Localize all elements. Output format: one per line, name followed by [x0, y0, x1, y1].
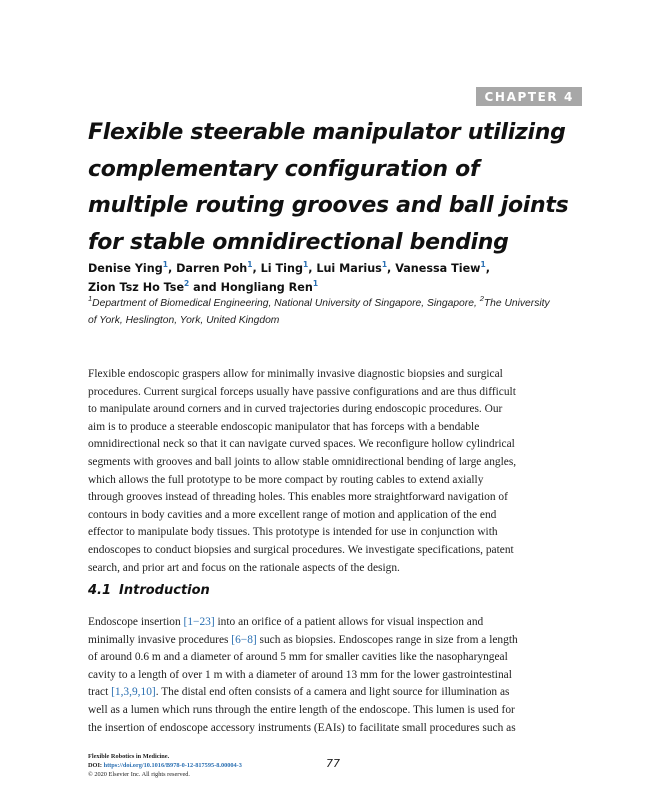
abstract-line: effector to manipulate body tissues. This prototype is intended for use in conjunction with [88, 526, 498, 539]
body-line [88, 632, 588, 650]
author-name: Hongliang Ren [220, 281, 313, 294]
body-text: into an orifice of a patient allows for visual inspection and [214, 616, 484, 628]
body-line [88, 684, 588, 702]
affiliation-marker[interactable]: 1 [312, 279, 319, 288]
affiliation-marker[interactable]: 1 [302, 260, 309, 269]
citation-link[interactable]: [6−8] [231, 633, 257, 646]
intro-body [88, 614, 588, 737]
author-separator: , [167, 262, 177, 275]
affiliation-marker[interactable]: 1 [381, 260, 388, 269]
affiliations [88, 296, 588, 329]
affiliation-marker[interactable]: 1 [162, 260, 168, 269]
abstract-line: Flexible endoscopic graspers allow for minimally invasive diagnostic biopsies and surgical [88, 368, 503, 380]
author-separator: , [387, 262, 396, 275]
author-name: Li Ting [260, 262, 303, 275]
copyright: © 2020 Elsevier Inc. All rights reserved. [88, 771, 191, 778]
abstract-line: which allows the full prototype to be more compact by routing cables to extend axially [88, 473, 484, 486]
title-line: Flexible steerable manipulator utilizing [88, 120, 566, 145]
abstract-line: to manipulate around corners and in curved trajectories during endoscopic procedures. Our [88, 403, 503, 416]
section-number: 4.1 [88, 583, 112, 598]
footer-info [88, 752, 348, 779]
body-line: well as a lumen which runs through the entire length of the endoscope. This lumen is used for [88, 703, 515, 716]
abstract-line: aim is to produce a steerable endoscopic manipulator that has forceps with a bendable [88, 420, 480, 433]
title-line: for stable omnidirectional bending [88, 229, 509, 255]
abstract-line: omnidirectional neck so that it can navigate curved spaces. We reconfigure hollow cylindrical [88, 438, 515, 451]
author-list [88, 259, 588, 297]
abstract-line: procedures. Current surgical forceps usually have passive configurations and are thus difficult [88, 385, 516, 398]
affiliation-text: Department of Biomedical Engineering, National University of Singapore, Singapore, [92, 298, 477, 309]
author-name: Denise Ying [88, 262, 163, 275]
affiliation-marker[interactable]: 1 [480, 260, 486, 269]
title-line: complementary configuration of [88, 156, 480, 182]
chapter-label: CHAPTER 4 [476, 87, 582, 106]
author-name: Lui Marius [316, 262, 382, 275]
section-heading [88, 583, 210, 598]
author-separator: , [252, 262, 261, 275]
citation-link[interactable]: [1,3,9,10] [111, 686, 156, 699]
doi-label: DOI: [88, 762, 104, 769]
author-separator: , [308, 262, 317, 275]
affiliation-marker[interactable]: 1 [247, 260, 253, 269]
abstract-line: segments with grooves and ball joints to allow stable omnidirectional bending of large angles, [88, 455, 517, 468]
author-name: Zion Tsz Ho Tse [88, 281, 185, 294]
abstract-line: search, and prior art and focus on the rationale aspects of the design. [88, 561, 400, 574]
author-separator: and [189, 281, 221, 294]
author-line [88, 278, 588, 297]
body-line: of around 0.6 m and a diameter of around 5 mm for smaller cavities like the nasopharyngeal [88, 651, 508, 664]
book-title: Flexible Robotics in Medicine. [88, 753, 170, 760]
abstract [88, 366, 588, 577]
abstract-line: through grooves instead of threading holes. This enables more straightforward navigation of [88, 491, 508, 504]
affiliation-text: The University [483, 298, 550, 309]
affiliation-marker[interactable]: 2 [184, 279, 190, 288]
chapter-title [88, 115, 588, 261]
title-line: multiple routing grooves and ball joints [88, 193, 569, 218]
author-name: Vanessa Tiew [395, 262, 481, 275]
body-text: tract [88, 686, 112, 699]
abstract-line: endoscopes to conduct biopsies and surgical procedures. We investigate specifications, patent [88, 543, 514, 556]
citation-link[interactable]: [1−23] [183, 616, 215, 628]
affiliation-line: of York, Heslington, York, United Kingdom [88, 314, 280, 326]
affiliation-number: 1 [88, 294, 93, 303]
body-text: minimally invasive procedures [88, 633, 232, 646]
doi-link[interactable]: https://doi.org/10.1016/B978-0-12-817595-8.00004-3 [103, 762, 242, 769]
doi-row [88, 761, 348, 770]
body-text: Endoscope insertion [88, 616, 184, 628]
body-line [88, 614, 588, 632]
body-line: cavity to a length of over 1 m with a diameter of around 13 mm for the lower gastrointestinal [88, 668, 512, 681]
affiliation-line [88, 296, 588, 313]
abstract-line: contours in body cavities and a more excellent range of motion and application of the end [88, 508, 497, 521]
body-text: such as biopsies. Endoscopes range in size from a length [256, 633, 518, 646]
page-number: 77 [326, 757, 340, 770]
author-separator: , [485, 262, 490, 275]
body-line: the insertion of endoscope accessory instruments (EAIs) to facilitate small procedures such as [88, 721, 516, 734]
author-name: Darren Poh [176, 262, 248, 275]
body-text: . The distal end often consists of a camera and light source for illumination as [155, 686, 510, 699]
author-line [88, 259, 588, 278]
section-title: Introduction [119, 583, 210, 598]
affiliation-number: 2 [479, 294, 484, 303]
